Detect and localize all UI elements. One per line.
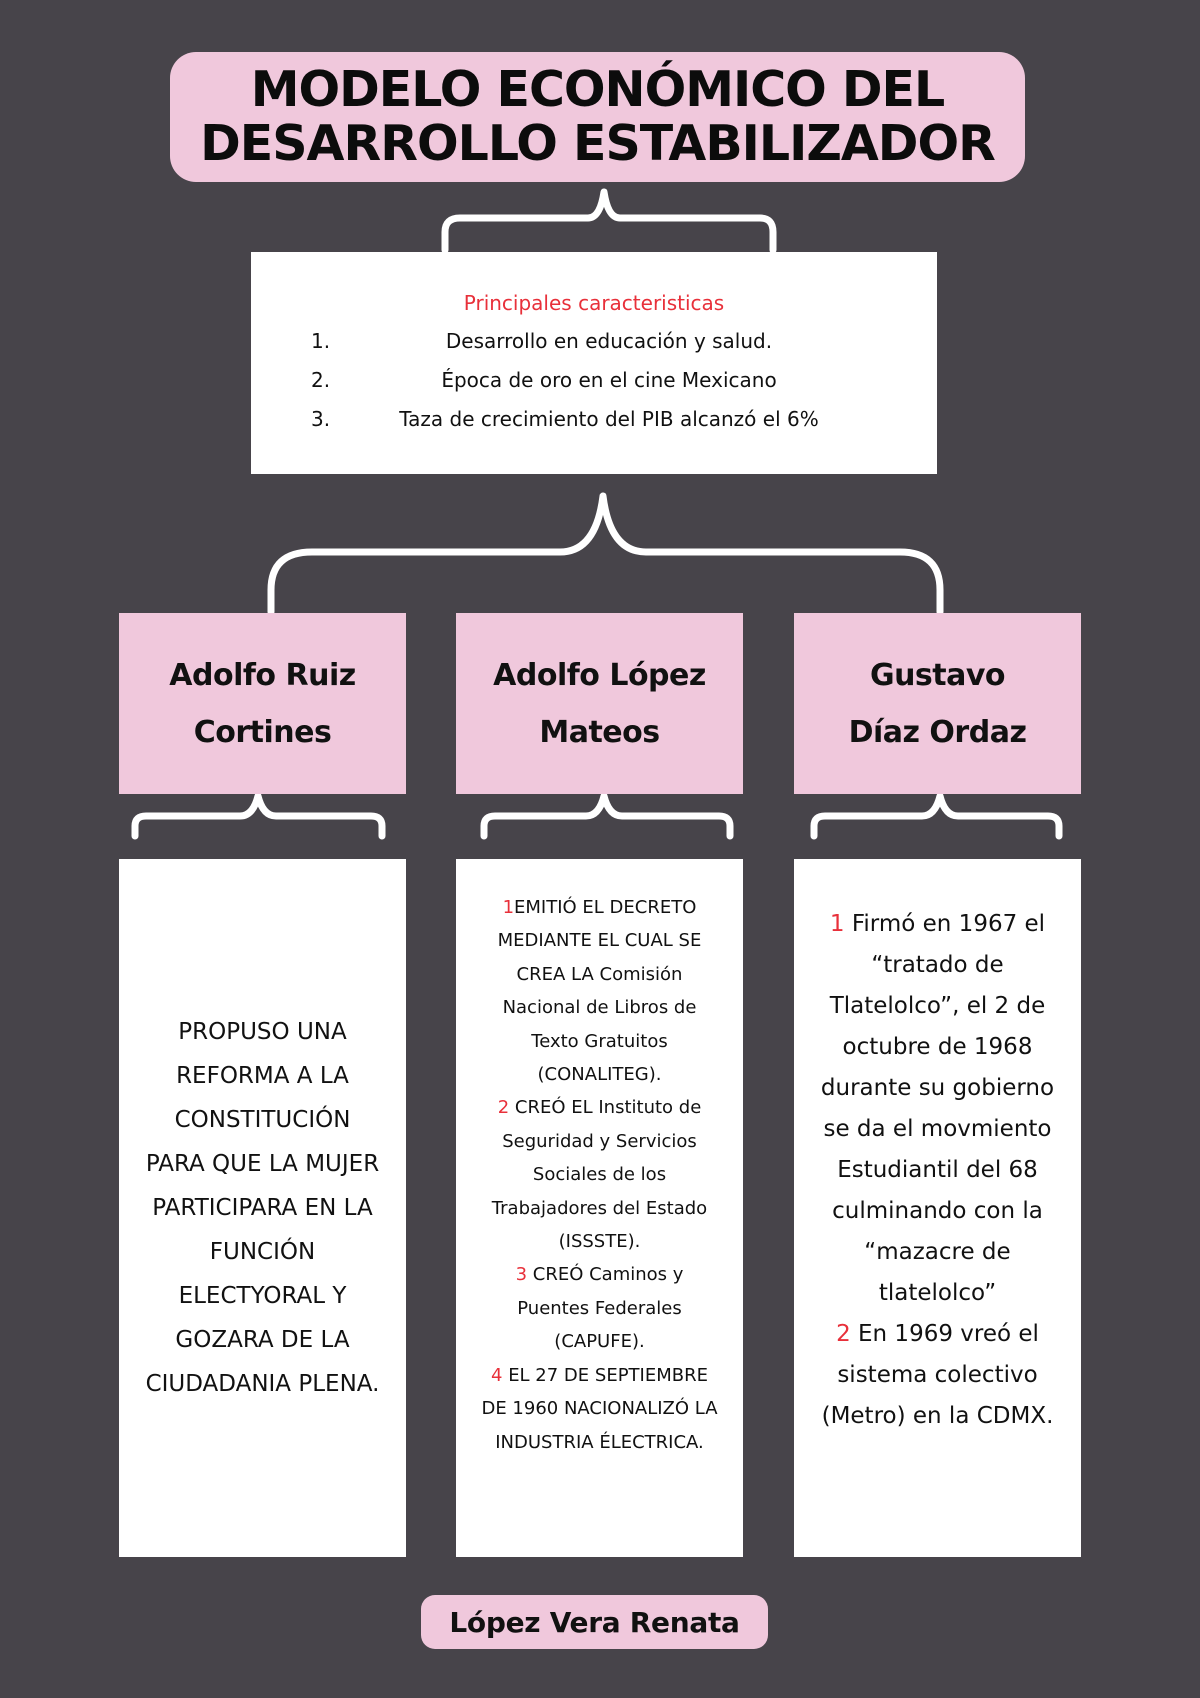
description-box-ruiz-cortines (119, 859, 406, 1557)
president-name-line-2: Díaz Ordaz (848, 714, 1027, 750)
item-number: 3. (311, 407, 331, 431)
item-text: Taza de crecimiento del PIB alcanzó el 6% (399, 407, 819, 431)
president-name-box-lopez-mateos (456, 613, 743, 794)
characteristics-heading: Principales caracteristicas (463, 291, 725, 315)
achievement-text: EMITIÓ EL DECRETO MEDIANTE EL CUAL SE CREA LA Comisión Nacional de Libros de Texto Gratuitos (CONALITEG). (497, 897, 702, 1086)
item-text: Época de oro en el cine Mexicano (441, 368, 777, 392)
features-bracket (271, 496, 940, 612)
title-line-2: DESARROLLO ESTABILIZADOR (200, 115, 995, 172)
title-line-1: MODELO ECONÓMICO DEL (250, 61, 945, 118)
achievement-item (816, 1314, 1059, 1437)
achievement-text: CREÓ Caminos y Puentes Federales (CAPUFE). (517, 1264, 684, 1353)
president-name-line-2: Cortines (193, 714, 332, 750)
characteristic-item (251, 367, 937, 406)
bracket-col-1 (135, 796, 382, 836)
achievement-number: 1 (829, 911, 845, 937)
characteristics-box (251, 252, 937, 474)
achievement-text: CREÓ EL Instituto de Seguridad y Servicios Sociales de los Trabajadores del Estado (ISSSTE). (491, 1097, 708, 1253)
achievement-item (478, 1359, 721, 1459)
achievement-item (478, 891, 721, 1091)
achievement-number: 2 (836, 1321, 851, 1347)
president-name-box-diaz-ordaz (794, 613, 1081, 794)
achievement-item (816, 904, 1059, 1314)
president-name-box-ruiz-cortines (119, 613, 406, 794)
achievement-number: 1 (502, 897, 515, 918)
president-name (849, 647, 1027, 761)
title-bracket (445, 192, 773, 250)
president-name-line-1: Gustavo (869, 657, 1006, 693)
bracket-col-2 (484, 796, 730, 836)
president-name-line-2: Mateos (539, 714, 660, 750)
achievement-item (478, 1258, 721, 1358)
item-number: 1. (311, 329, 331, 353)
achievement-text: Firmó en 1967 el “tratado de Tlatelolco”, el 2 de octubre de 1968 durante su gobierno se da el movmiento Estudiantil del 68 culminando con la “mazacre de tlatelolco” (820, 911, 1055, 1306)
achievement-text: EL 27 DE SEPTIEMBRE DE 1960 NACIONALIZÓ LA INDUSTRIA ÉLECTRICA. (481, 1364, 718, 1453)
achievement-number: 2 (497, 1097, 510, 1119)
title-box (170, 52, 1025, 182)
president-name (493, 647, 706, 761)
achievement-number: 4 (491, 1364, 503, 1386)
author-box (421, 1595, 768, 1649)
characteristic-item (251, 328, 937, 367)
item-number: 2. (311, 368, 331, 392)
president-name (169, 647, 355, 761)
characteristic-item (251, 406, 937, 445)
achievement-item (478, 1091, 721, 1258)
description-box-diaz-ordaz (794, 859, 1081, 1557)
achievement-text: En 1969 vreó el sistema colectivo (Metro) en la CDMX. (821, 1321, 1054, 1429)
president-name-line-1: Adolfo López (493, 657, 706, 693)
item-text: Desarrollo en educación y salud. (445, 329, 773, 353)
president-name-line-1: Adolfo Ruiz (169, 657, 356, 693)
achievement-number: 3 (515, 1264, 528, 1286)
bracket-col-3 (814, 796, 1059, 836)
description-text: PROPUSO UNA REFORMA A LA CONSTITUCIÓN PARA QUE LA MUJER PARTICIPARA EN LA FUNCIÓN ELECTYORAL Y GOZARA DE LA CIUDADANIA PLENA. (145, 1019, 380, 1397)
description-box-lopez-mateos (456, 859, 743, 1557)
author-name: López Vera Renata (449, 1605, 740, 1639)
